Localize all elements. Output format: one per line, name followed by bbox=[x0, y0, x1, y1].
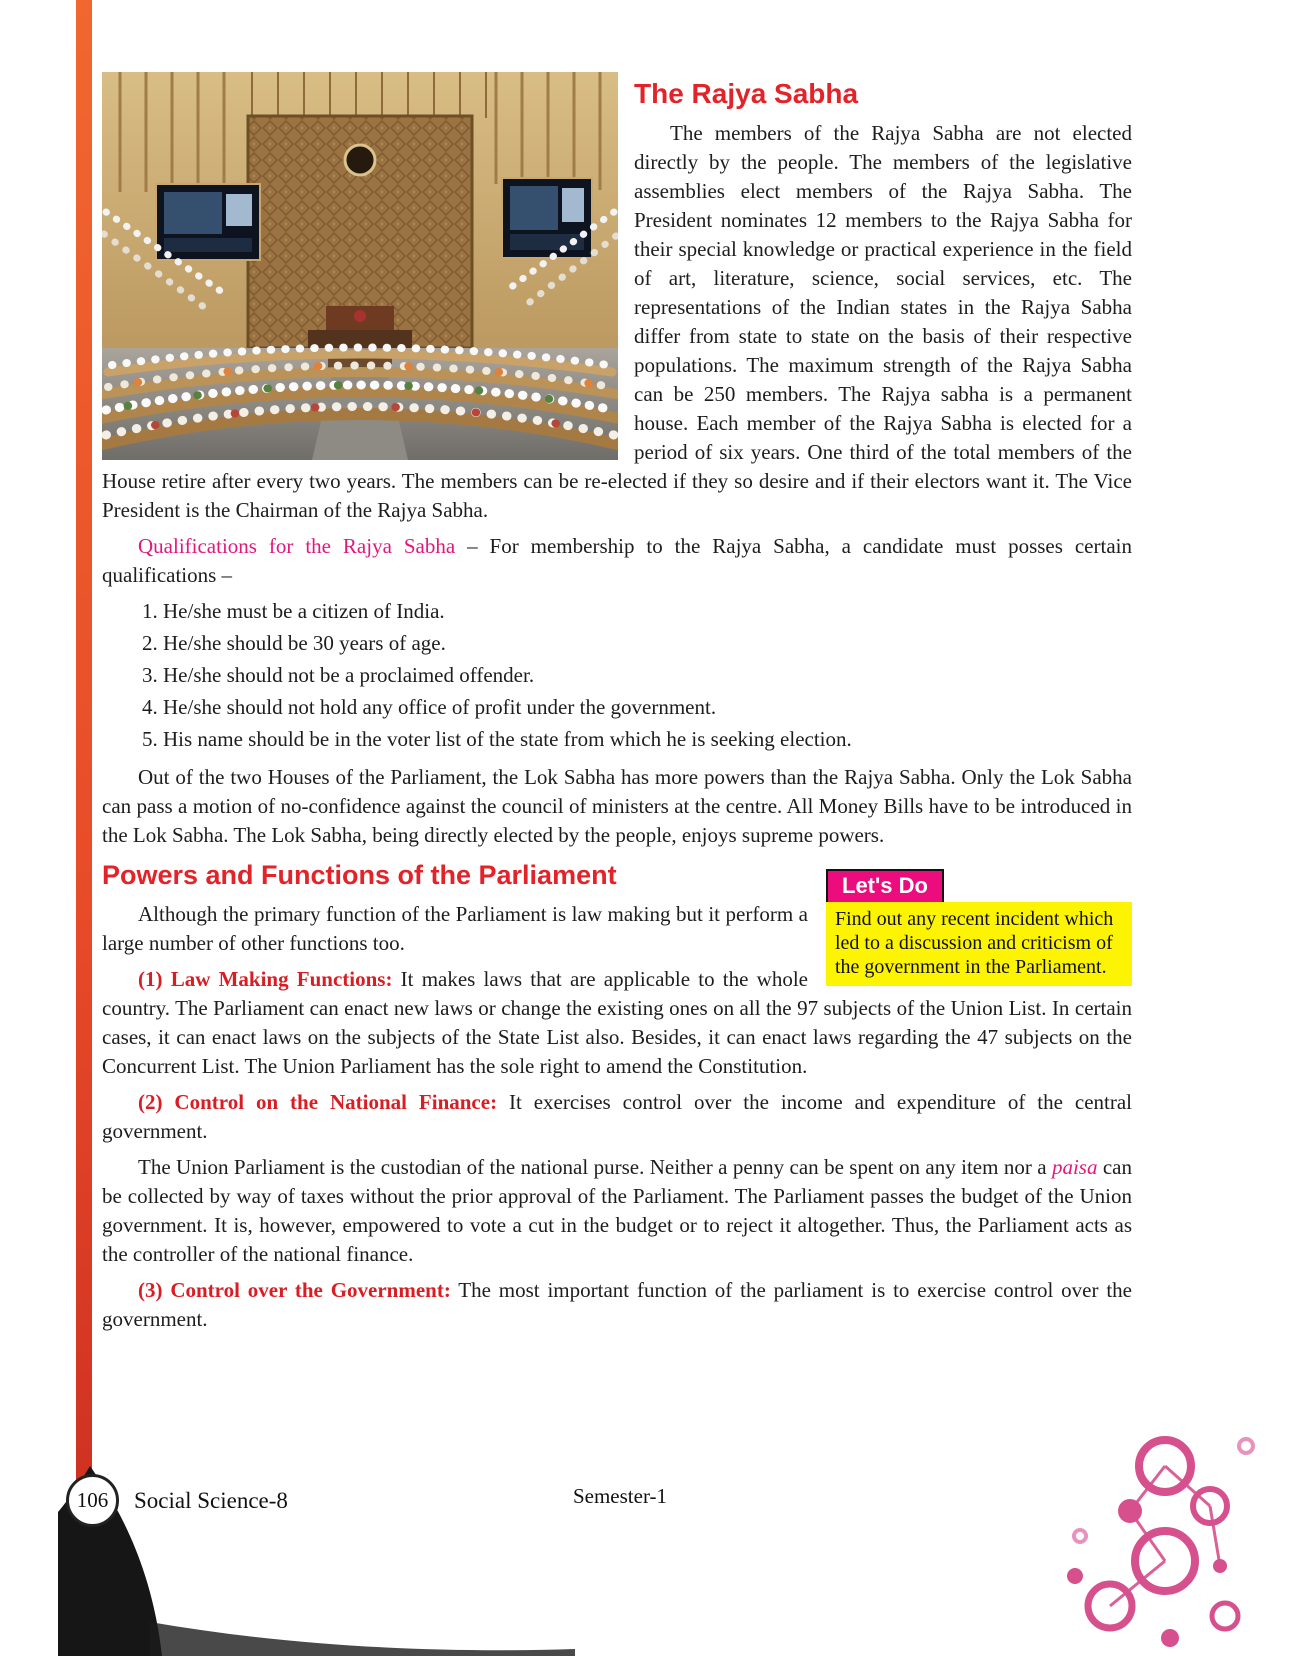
book-title-label: Social Science-8 bbox=[134, 1488, 288, 1513]
left-accent-stripe bbox=[76, 0, 92, 1656]
qualification-item-2: 2. He/she should be 30 years of age. bbox=[142, 631, 446, 655]
decorative-circles bbox=[1050, 1416, 1290, 1656]
lets-do-body: Find out any recent incident which led to a discussion and criticism of the government in the Parliament. bbox=[826, 902, 1132, 986]
paragraph-control-government bbox=[102, 1276, 1132, 1334]
page-content bbox=[102, 64, 1132, 1341]
parliament-chamber-illustration bbox=[102, 72, 618, 460]
qualification-item-3: 3. He/she should not be a proclaimed offender. bbox=[142, 663, 535, 687]
qualification-item-1: 1. He/she must be a citizen of India. bbox=[142, 599, 445, 623]
purse-text-before: The Union Parliament is the custodian of the national purse. Neither a penny can be spent on any item nor a bbox=[138, 1155, 1052, 1179]
qualifications-lead: Qualifications for the Rajya Sabha bbox=[138, 534, 456, 558]
qualification-item-5: 5. His name should be in the voter list of the state from which he is seeking election. bbox=[142, 727, 852, 751]
law-making-lead: (1) Law Making Functions: bbox=[138, 967, 393, 991]
rajya-sabha-photo bbox=[102, 72, 618, 460]
lets-do-title: Let's Do bbox=[826, 869, 944, 902]
paragraph-powers-intro: Although the primary function of the Parliament is law making but it perform a large number of other functions too. bbox=[102, 902, 808, 955]
paragraph-lok-sabha-powers: Out of the two Houses of the Parliament, the Lok Sabha has more powers than the Rajya Sabha. Only the Lok Sabha can pass a motion of no-confidence against the council of ministers at the centre. All Money Bills have to be introduced in the Lok Sabha. The Lok Sabha, being directly elected by the people, enjoys supreme powers. bbox=[102, 765, 1132, 847]
government-body: The most important function of the parliament is to exercise control over the government. bbox=[102, 1278, 1132, 1331]
qualifications-list bbox=[142, 597, 1132, 754]
semester-label: Semester-1 bbox=[572, 1484, 668, 1508]
page-number-badge: 106 bbox=[66, 1474, 119, 1527]
heading-rajya-sabha: The Rajya Sabha bbox=[634, 78, 859, 109]
qualifications-rest: – For membership to the Rajya Sabha, a candidate must posses certain qualifications – bbox=[102, 534, 1132, 587]
paragraph-rajya-sabha: The members of the Rajya Sabha are not elected directly by the people. The members of the legislative assemblies elect members of the Rajya Sabha. The President nominates 12 members to the Rajya Sabha for their special knowledge or practical experience in the field of art, literature, science, social services, etc. The representations of the Indian states in the Rajya Sabha differ from state to state on the basis of their respective populations. The maximum strength of the Rajya Sabha can be 250 members. The Rajya sabha is a permanent house. Each member of the Rajya Sabha is elected for a period of six years. One third of the total members of the House retire after every two years. The members can be re-elected if they so desire and if their electors want it. The Vice President is the Chairman of the Rajya Sabha. bbox=[102, 121, 1132, 522]
purse-text-after: can be collected by way of taxes without the prior approval of the Parliament. The Parliament passes the budget of the Union government. It is, however, empowered to vote a cut in the budget or to reject it altogether. Thus, the Parliament acts as the controller of the national finance. bbox=[102, 1155, 1132, 1266]
law-making-body: It makes laws that are applicable to the whole country. The Parliament can enact new laws or change the existing ones on all the 97 subjects of the Union List. In certain cases, it can enact laws on the subjects of the State List also. Besides, it can enact laws regarding the 47 subjects on the Concurrent List. The Union Parliament has the sole right to amend the Constitution. bbox=[102, 967, 1132, 1078]
finance-lead: (2) Control on the National Finance: bbox=[138, 1090, 498, 1114]
government-lead: (3) Control over the Government: bbox=[138, 1278, 451, 1302]
paragraph-qualifications bbox=[102, 532, 1132, 590]
lets-do-box bbox=[826, 869, 1132, 986]
qualification-item-4: 4. He/she should not hold any office of profit under the government. bbox=[142, 695, 717, 719]
paragraph-national-finance bbox=[102, 1088, 1132, 1146]
paragraph-national-purse bbox=[102, 1153, 1132, 1269]
heading-powers-functions: Powers and Functions of the Parliament bbox=[102, 860, 617, 890]
paisa-term: paisa bbox=[1051, 1155, 1098, 1179]
finance-body: It exercises control over the income and expenditure of the central government. bbox=[102, 1090, 1132, 1143]
